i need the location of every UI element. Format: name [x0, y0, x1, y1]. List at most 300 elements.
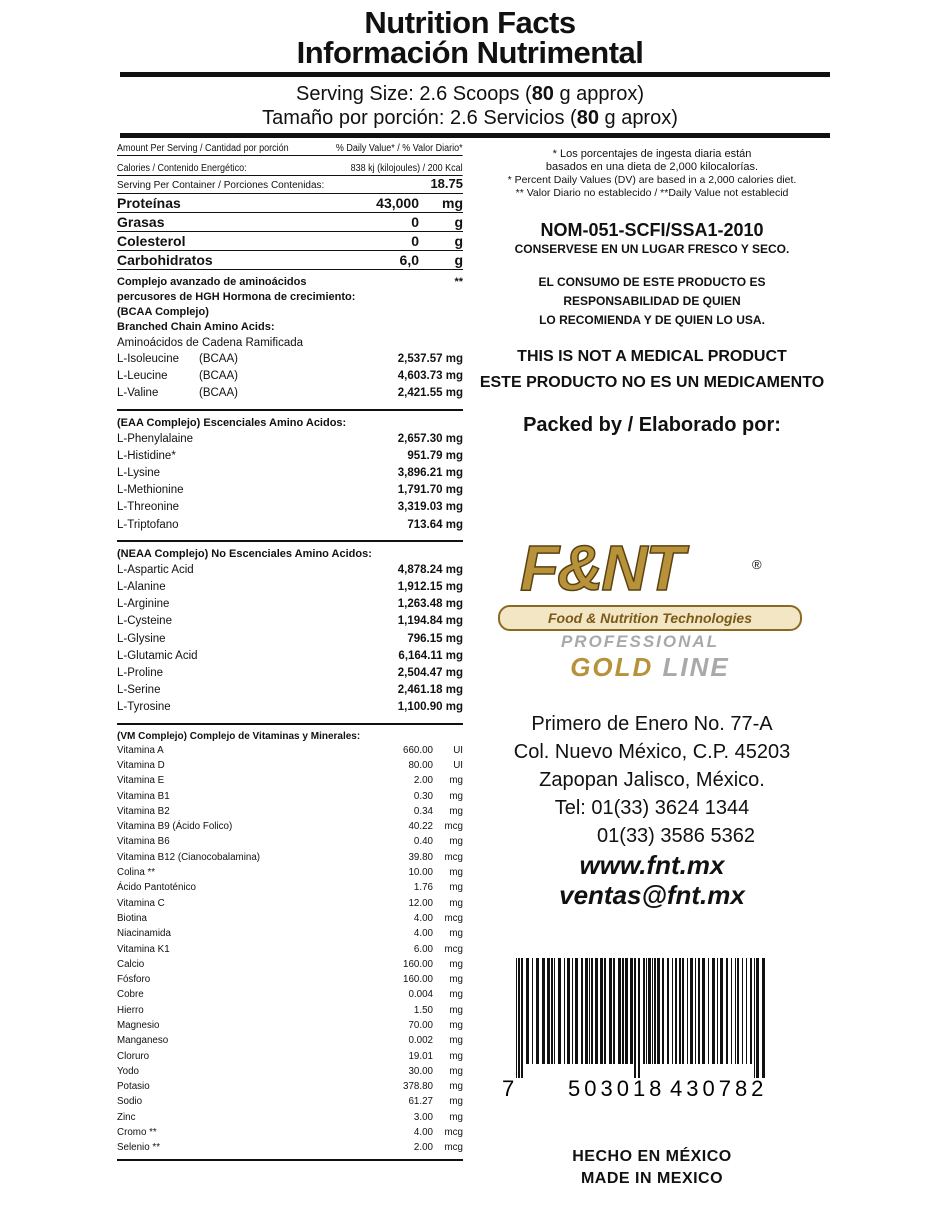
vitamin-row: [117, 865, 463, 880]
barcode-bar: [657, 958, 660, 1064]
vitamin-value: 378.80: [403, 1081, 433, 1093]
barcode-bar: [731, 958, 732, 1064]
macro-value: 0: [411, 214, 419, 230]
complex-title-row: [117, 275, 463, 290]
vitamin-amount: [373, 834, 463, 849]
calories-row: [117, 162, 463, 176]
vitamin-amount: [373, 743, 463, 758]
vitamin-row: [117, 880, 463, 895]
vitamin-amount: [373, 789, 463, 804]
amino-value: 2,461.18 mg: [397, 684, 463, 697]
calories-value: 838 kj (kilojoules) / 200 Kcal: [350, 163, 463, 174]
barcode-bar: [702, 958, 705, 1064]
amino-name: L-Threonine: [117, 501, 180, 514]
vitamin-amount: [373, 880, 463, 895]
vitamin-unit: mg: [449, 897, 463, 909]
amino-value: 6,164.11 mg: [398, 649, 463, 662]
vitamin-row: [117, 1094, 463, 1109]
neaa-title: (NEAA Complejo) No Escenciales Amino Acidos:: [117, 547, 372, 560]
barcode-bar: [589, 958, 590, 1064]
vitamin-amount: [373, 987, 463, 1002]
amino-value: 2,537.57 mg: [397, 353, 463, 365]
bcaa-row: [117, 368, 463, 385]
vitamin-row: [117, 911, 463, 926]
vitamin-value: 0.34: [413, 805, 433, 817]
amino-name: L-Histidine*: [117, 449, 176, 462]
made-in-es: HECHO EN MÉXICO: [572, 1148, 732, 1165]
registered-mark: ®: [752, 557, 762, 572]
barcode-bar: [672, 958, 673, 1064]
amino-value: 1,100.90 mg: [397, 701, 463, 714]
barcode-bar: [532, 958, 533, 1064]
eaa-list: [117, 431, 463, 534]
amino-value: 1,791.70 mg: [397, 484, 463, 497]
vitamin-name: Calcio: [117, 958, 145, 970]
vitamin-amount: [373, 926, 463, 941]
vitamin-name: Vitamina E: [117, 775, 165, 787]
vitamin-name: Fósforo: [117, 974, 151, 986]
vitamin-row: [117, 1003, 463, 1018]
vitamin-value: 660.00: [403, 744, 433, 756]
vitamin-value: 4.00: [413, 1127, 433, 1139]
vitamin-unit: mg: [449, 867, 463, 879]
right-column: [472, 148, 832, 438]
address-block: [472, 710, 832, 910]
amino-value: 2,657.30 mg: [397, 432, 463, 445]
barcode-digits: 503018: [568, 1076, 666, 1101]
macro-value-group: [376, 194, 463, 212]
macro-unit: g: [454, 233, 463, 249]
macro-unit: g: [454, 252, 463, 268]
amino-row: [117, 579, 463, 596]
storage-text: CONSERVESE EN UN LUGAR FRESCO Y SECO.: [514, 242, 790, 256]
serving-size-english: Serving Size: 2.6 Scoops (80 g approx): [296, 83, 644, 105]
barcode-bar: [518, 958, 520, 1078]
macro-value: 0: [411, 233, 419, 249]
vitamin-name: Vitamina B1: [117, 790, 170, 802]
vitamin-amount: [373, 865, 463, 880]
complex-title-3: (BCAA Complejo): [117, 306, 209, 318]
amino-name: L-Proline: [117, 667, 164, 680]
barcode-bar: [581, 958, 583, 1064]
vitamin-amount: [373, 957, 463, 972]
address-line-3: Zapopan Jalisco, México.: [539, 769, 765, 791]
barcode-bars: [498, 950, 788, 1110]
bcaa-tag: (BCAA): [199, 370, 238, 383]
barcode-bar: [695, 958, 696, 1064]
amino-value: 1,263.48 mg: [397, 598, 463, 611]
vitamin-unit: mg: [449, 928, 463, 940]
website-link[interactable]: www.fnt.mx: [579, 850, 725, 880]
vitamin-unit: mg: [449, 1111, 463, 1123]
vitamin-row: [117, 987, 463, 1002]
amino-value: 951.79 mg: [407, 449, 463, 462]
vitamin-name: Niacinamida: [117, 928, 171, 940]
vitamin-name: Cobre: [117, 989, 144, 1001]
barcode-bar: [712, 958, 715, 1064]
vitamin-amount: [373, 1140, 463, 1155]
amino-value: 3,896.21 mg: [397, 467, 463, 480]
macro-row: [117, 232, 463, 251]
vitamin-row: [117, 972, 463, 987]
vitamin-row: [117, 1140, 463, 1155]
macro-value-group: [411, 213, 463, 231]
amino-value: 796.15 mg: [407, 632, 463, 645]
vitamin-row: [117, 1125, 463, 1140]
vitamin-unit: mg: [449, 882, 463, 894]
bcaa-row: [117, 351, 463, 368]
amino-name: L-Triptofano: [117, 518, 179, 531]
bcaa-name-group: [117, 351, 238, 368]
vitamin-name: Yodo: [117, 1065, 139, 1077]
vitamin-unit: UI: [453, 744, 463, 756]
vitamin-row: [117, 743, 463, 758]
vitamin-amount: [373, 773, 463, 788]
barcode-bar: [536, 958, 539, 1064]
vitamin-value: 0.002: [408, 1035, 433, 1047]
logo-line-word: LINE: [662, 652, 730, 682]
eaa-title: (EAA Complejo) Escenciales Amino Acidos:: [117, 416, 347, 429]
barcode-bar: [572, 958, 573, 1064]
macro-label: Grasas: [117, 214, 165, 230]
responsibility-2: RESPONSABILIDAD DE QUIEN: [563, 294, 741, 308]
barcode-bar: [708, 958, 709, 1064]
header-rule-bottom: [120, 133, 830, 138]
amino-row: [117, 448, 463, 465]
macro-row: [117, 213, 463, 232]
vitamin-value: 30.00: [408, 1065, 433, 1077]
vitamin-amount: [373, 850, 463, 865]
amino-row: [117, 596, 463, 613]
complex-title-2: percusores de HGH Hormona de crecimiento:: [117, 291, 356, 303]
barcode-digits: 7: [502, 1076, 515, 1101]
vitamin-name: Zinc: [117, 1111, 136, 1123]
note-es-line2: basados en una dieta de 2,000 kilocalorías.: [545, 161, 759, 173]
title-spanish: Información Nutrimental: [296, 35, 644, 70]
bcaa-tag: (BCAA): [199, 387, 238, 400]
vitamin-name: Potasio: [117, 1081, 150, 1093]
amino-name: L-Isoleucine: [117, 353, 180, 365]
barcode-bar: [613, 958, 615, 1064]
macro-value-group: [411, 232, 463, 250]
servings-value: 18.75: [430, 176, 463, 191]
vitamin-unit: mcg: [444, 1142, 463, 1154]
barcode-bar: [625, 958, 628, 1064]
note-es-line1: * Los porcentajes de ingesta diaria están: [552, 148, 752, 160]
vitamin-value: 61.27: [408, 1096, 433, 1108]
barcode-bar: [726, 958, 728, 1064]
barcode-bar: [609, 958, 612, 1064]
vitamin-value: 40.22: [408, 821, 433, 833]
amino-value: 4,878.24 mg: [397, 563, 463, 576]
amino-row: [117, 431, 463, 448]
address-line-2: Col. Nuevo México, C.P. 45203: [513, 741, 791, 763]
divider: [117, 723, 463, 725]
amino-name: L-Tyrosine: [117, 701, 171, 714]
vitamin-value: 2.00: [413, 775, 433, 787]
vitamin-row: [117, 1064, 463, 1079]
barcode-bar: [690, 958, 693, 1064]
vitamin-row: [117, 834, 463, 849]
barcode-bar: [682, 958, 684, 1064]
amino-name: L-Cysteine: [117, 615, 172, 628]
vitamin-name: Vitamina C: [117, 897, 165, 909]
vitamin-row: [117, 804, 463, 819]
amino-value: 2,504.47 mg: [397, 667, 463, 680]
vitamin-unit: mcg: [444, 1127, 463, 1139]
vitamin-value: 1.50: [413, 1004, 433, 1016]
complex-title-1: Complejo avanzado de aminoácidos: [117, 276, 307, 288]
table-bottom-rule: [117, 1159, 463, 1161]
vitamin-amount: [373, 1094, 463, 1109]
vitamin-value: 3.00: [413, 1111, 433, 1123]
amino-name: L-Arginine: [117, 598, 170, 611]
macro-unit: g: [454, 214, 463, 230]
bcaa-list: [117, 351, 463, 403]
vitamin-unit: mcg: [444, 821, 463, 833]
amino-value: 2,421.55 mg: [397, 387, 463, 400]
amino-row: [117, 631, 463, 648]
not-medical-es: ESTE PRODUCTO NO ES UN MEDICAMENTO: [479, 374, 825, 391]
barcode-bar: [667, 958, 669, 1064]
barcode-bar: [756, 958, 759, 1078]
barcode: [498, 950, 788, 1110]
barcode-bar: [675, 958, 677, 1064]
vitamin-name: Hierro: [117, 1004, 144, 1016]
vitamin-name: Vitamina A: [117, 744, 164, 756]
amino-value: 4,603.73 mg: [397, 370, 463, 383]
barcode-bar: [591, 958, 593, 1064]
vitamin-amount: [373, 1049, 463, 1064]
bcaa-name-group: [117, 368, 238, 385]
vitamin-amount: [373, 1018, 463, 1033]
bcaa-tag: (BCAA): [199, 353, 238, 365]
daily-value-header: % Daily Value* / % Valor Diario*: [335, 143, 463, 154]
vitamin-unit: mg: [449, 790, 463, 802]
amount-header: Amount Per Serving / Cantidad por porción: [117, 143, 289, 154]
vitamin-name: Sodio: [117, 1096, 143, 1108]
macro-unit: mg: [442, 195, 463, 211]
macros-list: [117, 194, 463, 270]
note-en: * Percent Daily Values (DV) are based in a 2,000 calories diet.: [507, 174, 797, 186]
email-link[interactable]: ventas@fnt.mx: [559, 880, 745, 910]
vitamin-amount: [373, 911, 463, 926]
vitamin-value: 70.00: [408, 1020, 433, 1031]
barcode-bar: [558, 958, 561, 1064]
barcode-bar: [618, 958, 621, 1064]
barcode-bar: [554, 958, 555, 1064]
barcode-digits: 430782: [670, 1076, 768, 1101]
vitamin-name: Colina **: [117, 867, 156, 879]
made-in-en: MADE IN MEXICO: [580, 1170, 724, 1187]
vitamin-value: 1.76: [413, 882, 433, 894]
vitamin-value: 80.00: [408, 759, 433, 771]
barcode-bar: [720, 958, 723, 1064]
title-english: Nutrition Facts: [364, 5, 576, 40]
amino-name: L-Valine: [117, 387, 159, 400]
amino-name: L-Alanine: [117, 581, 166, 594]
macro-value: 6,0: [399, 252, 419, 268]
barcode-bar: [634, 958, 636, 1078]
complex-title-4: Branched Chain Amino Acids:: [117, 321, 275, 333]
barcode-bar: [742, 958, 743, 1064]
barcode-bar: [585, 958, 588, 1064]
phone-1: Tel: 01(33) 3624 1344: [554, 797, 750, 819]
vitamin-value: 0.40: [413, 836, 433, 848]
vitamin-amount: [373, 1003, 463, 1018]
vitamin-unit: mcg: [444, 851, 463, 863]
vitamin-value: 4.00: [413, 912, 433, 924]
note-nd: ** Valor Diario no establecido / **Daily Value not establecid: [515, 187, 789, 199]
amino-value: 1,912.15 mg: [397, 581, 463, 594]
vitamin-name: Vitamina B6: [117, 836, 170, 848]
divider: [117, 409, 463, 411]
vitamin-name: Vitamina B12 (Cianocobalamina): [117, 851, 261, 863]
amino-name: L-Glysine: [117, 632, 166, 645]
vitamin-unit: mcg: [444, 943, 463, 955]
amino-row: [117, 648, 463, 665]
vitamin-amount: [373, 1110, 463, 1125]
vitamin-amount: [373, 819, 463, 834]
macro-label: Proteínas: [117, 195, 181, 211]
vitamin-name: Vitamina K1: [117, 943, 170, 955]
vitamin-amount: [373, 1033, 463, 1048]
vitamin-name: Biotina: [117, 912, 147, 924]
amino-row: [117, 613, 463, 630]
amino-row: [117, 499, 463, 516]
amino-name: L-Serine: [117, 684, 161, 697]
amino-name: L-Aspartic Acid: [117, 563, 194, 576]
barcode-bar: [551, 958, 553, 1064]
vitamin-value: 160.00: [403, 958, 433, 970]
amino-name: L-Phenylalaine: [117, 432, 194, 445]
vitamin-unit: mcg: [444, 912, 463, 924]
vitamin-name: Cloruro: [117, 1050, 150, 1062]
vitamin-row: [117, 789, 463, 804]
barcode-bar: [516, 958, 517, 1078]
address-line-1: Primero de Enero No. 77-A: [531, 713, 773, 735]
barcode-bar: [750, 958, 752, 1064]
amino-value: 3,319.03 mg: [397, 501, 463, 514]
amount-header-row: [117, 142, 463, 156]
nom-code: NOM-051-SCFI/SSA1-2010: [540, 220, 764, 240]
vitamin-row: [117, 819, 463, 834]
vitamin-unit: mg: [449, 836, 463, 848]
amino-name: L-Glutamic Acid: [117, 649, 198, 662]
barcode-bar: [622, 958, 624, 1064]
vitamin-amount: [373, 1064, 463, 1079]
complex-mark: **: [454, 276, 463, 288]
vitamin-name: Magnesio: [117, 1020, 160, 1031]
barcode-bar: [575, 958, 578, 1064]
vitamin-amount: [373, 804, 463, 819]
barcode-bar: [662, 958, 664, 1064]
barcode-bar: [526, 958, 529, 1064]
vitamin-unit: mg: [449, 1035, 463, 1047]
vitamin-unit: mg: [449, 775, 463, 787]
calories-label: Calories / Contenido Energético:: [117, 163, 247, 174]
macro-value: 43,000: [376, 195, 419, 211]
vitamin-row: [117, 926, 463, 941]
vitamin-row: [117, 758, 463, 773]
servings-row: [117, 176, 463, 194]
barcode-bar: [638, 958, 640, 1078]
logo-gold-line: [500, 653, 800, 681]
barcode-bar: [547, 958, 550, 1064]
vitamin-amount: [373, 942, 463, 957]
amino-row: [117, 465, 463, 482]
macro-row: [117, 194, 463, 213]
vitamin-amount: [373, 758, 463, 773]
macro-label: Colesterol: [117, 233, 186, 249]
fnt-logo: [490, 532, 810, 685]
amino-row: [117, 482, 463, 499]
barcode-bar: [595, 958, 598, 1064]
vitamin-unit: mg: [449, 1050, 463, 1062]
header-rule-top: [120, 72, 830, 77]
vitamin-name: Selenio **: [117, 1142, 161, 1154]
amino-value: 713.64 mg: [407, 518, 463, 531]
vitamin-unit: mg: [449, 974, 463, 986]
bcaa-name-group: [117, 385, 238, 402]
vitamin-row: [117, 942, 463, 957]
vm-title: (VM Complejo) Complejo de Vitaminas y Minerales:: [117, 730, 361, 742]
neaa-list: [117, 562, 463, 717]
bcaa-row: [117, 385, 463, 402]
amino-row: [117, 665, 463, 682]
vitamin-unit: UI: [453, 759, 463, 771]
vitamin-row: [117, 850, 463, 865]
vitamin-unit: mg: [449, 958, 463, 970]
origin-block: [472, 1146, 832, 1190]
barcode-bar: [564, 958, 565, 1064]
vitamin-unit: mg: [449, 1065, 463, 1077]
vitamin-value: 10.00: [408, 867, 433, 879]
vitamin-unit: mg: [449, 1004, 463, 1016]
logo-gold-word: GOLD: [570, 652, 654, 682]
logo-brand-text: F&NT: [520, 532, 683, 604]
vm-list: [117, 743, 463, 1156]
logo-professional: PROFESSIONAL: [560, 632, 720, 651]
vitamin-value: 39.80: [408, 851, 433, 863]
macro-label: Carbohidratos: [117, 252, 213, 268]
vitamin-row: [117, 896, 463, 911]
responsibility-1: EL CONSUMO DE ESTE PRODUCTO ES: [538, 275, 766, 289]
barcode-bar: [737, 958, 739, 1064]
barcode-bar: [604, 958, 606, 1064]
barcode-bar: [630, 958, 633, 1064]
amino-row: [117, 699, 463, 716]
vitamin-amount: [373, 972, 463, 987]
responsibility-3: LO RECOMIENDA Y DE QUIEN LO USA.: [539, 313, 765, 327]
barcode-bar: [654, 958, 656, 1064]
logo-tagline: Food & Nutrition Technologies: [498, 605, 802, 631]
macro-value-group: [400, 251, 463, 269]
vitamin-row: [117, 957, 463, 972]
barcode-bar: [648, 958, 651, 1064]
macro-row: [117, 251, 463, 270]
barcode-bar: [542, 958, 545, 1064]
barcode-bar: [679, 958, 681, 1064]
complex-subtitle: Aminoácidos de Cadena Ramificada: [117, 337, 304, 349]
vitamin-name: Ácido Pantoténico: [117, 882, 196, 894]
barcode-bar: [754, 958, 755, 1078]
vitamin-row: [117, 1033, 463, 1048]
vitamin-name: Vitamina B2: [117, 805, 170, 817]
barcode-bar: [762, 958, 765, 1078]
servings-label: Serving Per Container / Porciones Contenidas:: [117, 180, 325, 191]
vitamin-unit: mg: [449, 805, 463, 817]
